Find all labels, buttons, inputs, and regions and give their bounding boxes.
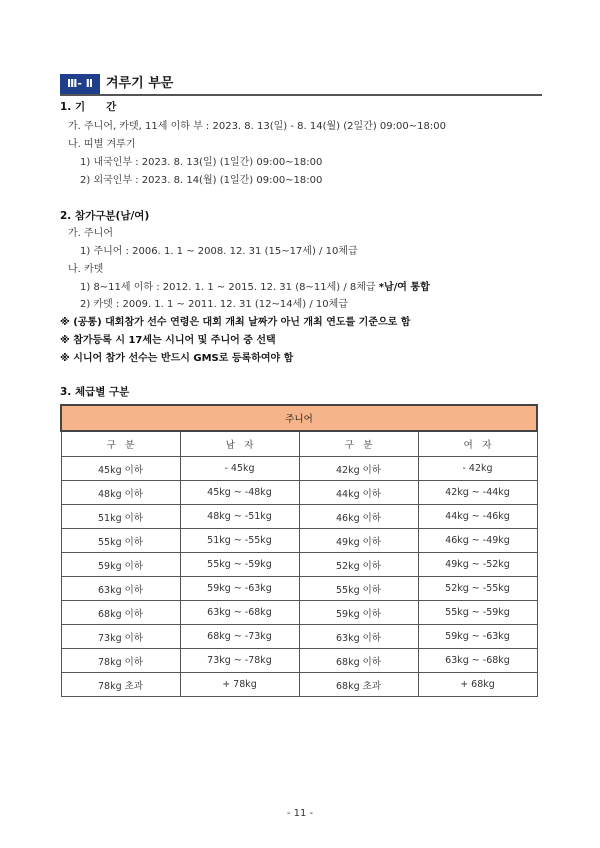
female-range-cell: 59kg ~ -63kg bbox=[418, 625, 537, 649]
weight-class-table bbox=[60, 404, 538, 697]
note-gms-registration: ※ 시니어 참가 선수는 반드시 GMS로 등록하여야 함 bbox=[60, 353, 294, 364]
col-header-category-female: 구 분 bbox=[299, 431, 418, 457]
cadet-mixed-note: *남/여 통합 bbox=[378, 282, 430, 293]
female-range-cell: 52kg ~ -55kg bbox=[418, 577, 537, 601]
junior-range: 1) 주니어 : 2006. 1. 1 ~ 2008. 12. 31 (15~17세) / 10체급 bbox=[80, 246, 358, 257]
col-header-category-male: 구 분 bbox=[61, 431, 180, 457]
male-class-cell: 59kg 이하 bbox=[61, 553, 180, 577]
female-class-cell: 63kg 이하 bbox=[299, 625, 418, 649]
female-range-cell: 55kg ~ -59kg bbox=[418, 601, 537, 625]
participation-heading: 2. 참가구분(남/여) bbox=[60, 210, 150, 222]
female-range-cell: 63kg ~ -68kg bbox=[418, 649, 537, 673]
male-range-cell: 63kg ~ -68kg bbox=[180, 601, 299, 625]
female-class-cell: 49kg 이하 bbox=[299, 529, 418, 553]
male-range-cell: 73kg ~ -78kg bbox=[180, 649, 299, 673]
table-row bbox=[61, 553, 537, 577]
male-class-cell: 55kg 이하 bbox=[61, 529, 180, 553]
male-class-cell: 78kg 이하 bbox=[61, 649, 180, 673]
male-class-cell: 48kg 이하 bbox=[61, 481, 180, 505]
female-class-cell: 59kg 이하 bbox=[299, 601, 418, 625]
female-class-cell: 68kg 초과 bbox=[299, 673, 418, 697]
period-sub-domestic: 1) 내국인부 : 2023. 8. 13(일) (1일간) 09:00~18:00 bbox=[80, 157, 323, 168]
weight-table-body bbox=[61, 457, 537, 697]
female-class-cell: 68kg 이하 bbox=[299, 649, 418, 673]
male-range-cell: 51kg ~ -55kg bbox=[180, 529, 299, 553]
female-range-cell: 42kg ~ -44kg bbox=[418, 481, 537, 505]
period-item-na: 나. 띠별 겨루기 bbox=[68, 139, 136, 150]
section-title: 겨루기 부문 bbox=[106, 76, 174, 91]
note-age17-choice: ※ 참가등록 시 17세는 시니어 및 주니어 중 선택 bbox=[60, 335, 276, 346]
col-header-female: 여 자 bbox=[418, 431, 537, 457]
male-range-cell: 68kg ~ -73kg bbox=[180, 625, 299, 649]
table-row bbox=[61, 481, 537, 505]
period-item-ga: 가. 주니어, 카뎃, 11세 이하 부 : 2023. 8. 13(일) - 8. 14(월) (2일간) 09:00~18:00 bbox=[68, 121, 446, 132]
table-row bbox=[61, 529, 537, 553]
table-row bbox=[61, 649, 537, 673]
cadet-range-1 bbox=[80, 281, 430, 295]
table-row bbox=[61, 577, 537, 601]
female-range-cell: 49kg ~ -52kg bbox=[418, 553, 537, 577]
female-class-cell: 46kg 이하 bbox=[299, 505, 418, 529]
participation-item-ga: 가. 주니어 bbox=[68, 228, 113, 239]
female-range-cell: - 42kg bbox=[418, 457, 537, 481]
cadet-range-2: 2) 카뎃 : 2009. 1. 1 ~ 2011. 12. 31 (12~14세) / 10체급 bbox=[80, 299, 348, 310]
female-range-cell: 46kg ~ -49kg bbox=[418, 529, 537, 553]
period-sub-foreign: 2) 외국인부 : 2023. 8. 14(월) (1일간) 09:00~18:00 bbox=[80, 175, 323, 186]
table-row bbox=[61, 505, 537, 529]
male-range-cell: + 78kg bbox=[180, 673, 299, 697]
weight-class-table-wrap bbox=[60, 404, 538, 697]
note-age-basis: ※ (공통) 대회참가 선수 연령은 대회 개최 날짜가 아닌 개최 연도를 기준으로 함 bbox=[60, 317, 411, 328]
table-row bbox=[61, 673, 537, 697]
table-row bbox=[61, 601, 537, 625]
period-heading: 1. 기 간 bbox=[60, 101, 117, 113]
female-class-cell: 55kg 이하 bbox=[299, 577, 418, 601]
table-row bbox=[61, 625, 537, 649]
male-class-cell: 78kg 초과 bbox=[61, 673, 180, 697]
weight-heading: 3. 체급별 구분 bbox=[60, 386, 130, 398]
section-badge: Ⅲ- Ⅱ bbox=[60, 74, 100, 94]
section-header bbox=[60, 74, 542, 96]
male-class-cell: 51kg 이하 bbox=[61, 505, 180, 529]
male-range-cell: 55kg ~ -59kg bbox=[180, 553, 299, 577]
male-class-cell: 73kg 이하 bbox=[61, 625, 180, 649]
male-range-cell: 45kg ~ -48kg bbox=[180, 481, 299, 505]
female-class-cell: 44kg 이하 bbox=[299, 481, 418, 505]
male-class-cell: 45kg 이하 bbox=[61, 457, 180, 481]
female-class-cell: 42kg 이하 bbox=[299, 457, 418, 481]
male-range-cell: 48kg ~ -51kg bbox=[180, 505, 299, 529]
male-class-cell: 68kg 이하 bbox=[61, 601, 180, 625]
col-header-male: 남 자 bbox=[180, 431, 299, 457]
male-range-cell: - 45kg bbox=[180, 457, 299, 481]
table-row bbox=[61, 457, 537, 481]
female-range-cell: + 68kg bbox=[418, 673, 537, 697]
page-number: - 11 - bbox=[286, 808, 314, 819]
male-class-cell: 63kg 이하 bbox=[61, 577, 180, 601]
male-range-cell: 59kg ~ -63kg bbox=[180, 577, 299, 601]
female-range-cell: 44kg ~ -46kg bbox=[418, 505, 537, 529]
cadet-range-1-text: 1) 8~11세 이하 : 2012. 1. 1 ~ 2015. 12. 31 (8~11세) / 8체급 bbox=[80, 282, 379, 293]
table-title: 주니어 bbox=[61, 405, 537, 431]
participation-item-na: 나. 카뎃 bbox=[68, 264, 104, 275]
female-class-cell: 52kg 이하 bbox=[299, 553, 418, 577]
